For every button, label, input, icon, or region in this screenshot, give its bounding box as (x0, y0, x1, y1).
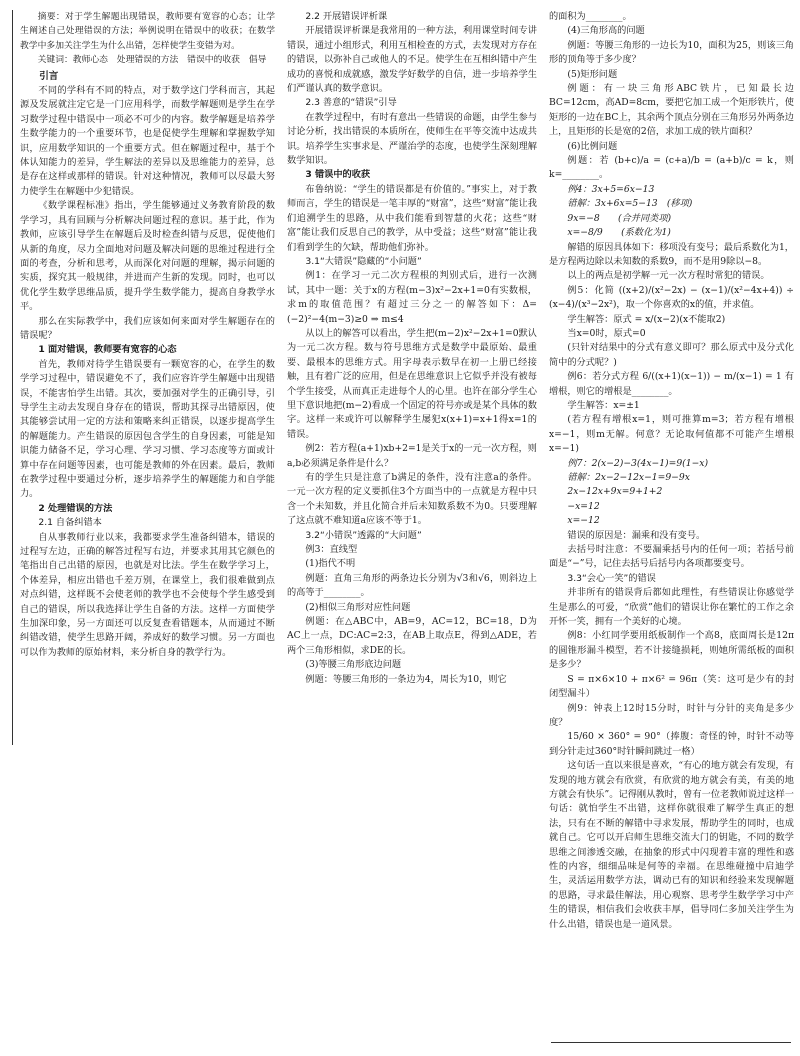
example-6: 例6：若分式方程 6/((x+1)(x−1)) − m/(x−1) = 1 有增根，则它的增根是________。 (549, 371, 794, 397)
paragraph: 当x=0时，原式=0 (567, 327, 646, 339)
paragraph: 解错的原因具体如下：移项没有变号；最后系数化为1，是方程两边除以未知数的系数9，而不是用9除以−8。 (549, 241, 794, 267)
paragraph: 去括号时注意：不要漏乘括号内的任何一项；若括号前面是“−”号，记住去括号后括号内各项都要变号。 (549, 544, 794, 570)
paragraph: 自从事教师行业以来，我都要求学生准备纠错本，错误的过程写左边，正确的解答过程写右边，并要求其用其它颜色的笔指出自己出错的原因，也就是对比法。学生在数学学习上，个体差异，相应出错也千差万别，在课堂上，我们很难做到点对点纠错，这样既不会使老师的教学也不会使每个学生感受到自己的错误，所以我选择让学生自备的方法。这样一方面使学生加深印象，另一方面还可以反复查看错题本，从而通过不断纠错改错，使学生思路开阔，养成好的数学习惯。另一方面也可以作为教师的原始材料，来分析自身的教学行为。 (20, 531, 275, 658)
example-2: 例2：若方程(a+1)xb+2=1是关于x的一元一次方程，则a,b必须满足条件是什么？ (287, 443, 537, 469)
example-text: 例题：等腰三角形的一条边为4，周长为10，则它 (305, 673, 507, 685)
equation-line: 例7：2(x−2)−3(4x−1)=9(1−x) (567, 457, 709, 469)
example-3-sub: (3)等腰三角形底边问题 (305, 659, 402, 671)
example-1: 例1：在学习一元二次方程根的判别式后，进行一次测试，其中一题：关于x的方程(m−3)x²−2x+1=0有实数根，求m的取值范围？有超过三分之一的解答如下：Δ=(−2)²−4(m−3)≥0 ⇒ m≤4 (287, 270, 537, 325)
equation-line: 9x=−8 (合并同类项) (567, 212, 672, 224)
paragraph: 布鲁纳说：“学生的错误都是有价值的。”事实上，对于教师而言，学生的错误是一笔丰厚的“财富”，这些“财富”能让我们追溯学生的思路，从中我们能看到智慧的火花；这些“财富”能让我们反思自己的教学，从中受益；这些“财富”能让我们看到学生的欠缺，帮助他们弥补。 (287, 183, 537, 253)
paragraph: 《数学课程标准》指出，学生能够通过义务教育阶段的数学学习，具有回顾与分析解决问题过程的意识。基于此，作为教师，应该引导学生在解题后及时检查纠错与反思，促使他们从新的角度，尽力全面地对问题及解决问题的思维过程进行全面的考查，分析和思考，从而深化对问题的理解，揭示问题的实质，探究其一般规律，并进而产生新的发现。同时，也可以优化学生数学思维品质，提升学生数学能力，提高自身教学水平。 (20, 200, 275, 313)
heading-section-2-2: 2.2 开展错误评析课 (305, 11, 388, 22)
heading-section-2-1: 2.1 自备纠错本 (38, 517, 102, 529)
paragraph: 15/60 × 360° = 90°（捧腹：奇怪的钟，时针不动等到分针走过360°时针瞬间跳过一格） (549, 731, 794, 757)
paragraph: 学生解答：x=±1 (567, 399, 640, 411)
end-rule (551, 1042, 791, 1043)
example-text: 例题：直角三角形的两条边长分别为√3和√6，则斜边上的高等于________。 (287, 572, 537, 599)
heading-section-2-3: 2.3 善意的“错误”引导 (305, 97, 397, 109)
example-text: 例题：有一块三角形ABC铁片，已知最长边BC=12cm，高AD=8cm，要把它加工成一个矩形铁片，使矩形的一边在BC上，其余两个顶点分别在三角形另外两条边上，且矩形的长是宽的2倍，求加工成的铁片面积？ (549, 83, 794, 138)
paragraph: 并非所有的错误背后都如此理性，有些错误让你感觉学生是那么的可爱，“欣赏”他们的错误让你在繁忙的工作之余开怀一笑，拥有一个美好的心境。 (549, 587, 794, 628)
paragraph: (若方程有增根x=1，则可推算m=3；若方程有增根x=−1，则m无解。何意？无论取何值都不可能产生增根x=−1) (549, 414, 794, 455)
heading-section-1: 1 面对错误，教师要有宽容的心态 (38, 344, 177, 356)
column-rule (12, 10, 13, 745)
equation-line: −x=12 (567, 500, 600, 512)
paper-page (6, 10, 794, 1050)
example-3-sub: (6)比例问题 (567, 140, 618, 152)
paragraph: 错误的原因是：漏乘和没有变号。 (567, 529, 706, 541)
abstract: 摘要：对于学生解题出现错误，教师要有宽容的心态；让学生阐述自己处理错误的方法；举例说明在错误中的收获；在数学教学中多加关注学生为什么出错，怎样使学生变错为对。 (20, 12, 275, 51)
heading-intro: 引言 (39, 70, 59, 82)
equation-line: 2x−12x+9x=9+1+2 (567, 486, 663, 498)
example-3-title: 例3：直线型 (305, 544, 358, 556)
equation-line: x=−12 (567, 515, 600, 527)
example-3-sub: (5)矩形问题 (567, 68, 618, 80)
example-3-sub: (2)相似三角形对应性问题 (305, 601, 411, 613)
example-5: 例5：化简 ((x+2)/(x²−2x) − (x−1)/(x²−4x+4)) ÷ (x−4)/(x³−2x²)，取一个你喜欢的x的值，并求值。 (549, 284, 794, 311)
example-text: 例题：在△ABC中，AB=9，AC=12，BC=18，D为AC上一点，DC:AC=2:3，在AB上取点E，得到△ADE，若两个三角形相似，求DE的长。 (287, 616, 537, 656)
column-middle (287, 10, 537, 1050)
paragraph: (只针对结果中的分式有意义即可？那么原式中及分式化简中的分式呢？) (549, 342, 794, 368)
paragraph: 这句话一直以来很是喜欢，“有心的地方就会有发现，有发现的地方就会有欣赏，有欣赏的地方就会有美，有美的地方就会有快乐”。记得刚从教时，曾有一位老教师说过这样一句话：就怕学生不出错，这样你就很难了解学生真正的想法，只有在不断的解错中寻求发展，帮助学生的同时，也成就自己。它可以开启师生思维交流大门的钥匙，不同的数学思维之间渗透交融，在抽象的形式中闪现着丰富的理性和惑性的内容，细细品味是何等的幸福。在思维碰撞中启迪学生，灵活运用数学方法，调动已有的知识和经验来发现解题的思路，寻求最佳解法，用心观察、思考学生数学学习中产生的错误，相信我们会收获丰厚，倡导同仁多加关注学生为什么出错，错误也是一道风景。 (549, 760, 794, 930)
heading-section-3: 3 错误中的收获 (305, 169, 371, 181)
paragraph-continued: 的面积为________。 (549, 11, 632, 22)
example-text: 例题：等腰三角形的一边长为10，面积为25，则该三角形的顶角等于多少度？ (549, 39, 794, 66)
paragraph: 不同的学科有不同的特点，对于数学这门学科而言，其起源及发展就注定它是一门应用科学，而数学解题则是学生在学习数学过程中错误中一项必不可少的内容。数学解题是培养学生数学能力的一个重要环节，也是促使学生理解和掌握数学知识，应用数学知识的一个重要方式。但在解题过程中，基于个体认知能力的差异，学生解法的差异以及思维能力的差异，总是存在这样或那样的错误。针对这种情况，教师可以尽最大努力使学生在解题中少犯错误。 (20, 85, 275, 197)
equation-line: 错解：3x+6x=5−13 (移项) (567, 198, 693, 210)
heading-section-3-1: 3.1“大错误”隐藏的“小问题” (305, 255, 422, 267)
paragraph: 那么在实际教学中，我们应该如何来面对学生解题存在的错误呢？ (20, 315, 275, 341)
equation-line: 例4：3x+5=6x−13 (567, 183, 655, 195)
example-3-sub: (4)三角形高的问题 (567, 25, 645, 37)
keywords: 关键词：教师心态 处理错误的方法 错误中的收获 倡导 (37, 55, 267, 66)
paragraph: 学生解答：原式 = x/(x−2)(x不能取2) (567, 313, 726, 325)
paragraph: 以上的两点是初学解一元一次方程时常犯的错误。 (567, 270, 770, 282)
paragraph: 在教学过程中，有时有意出一些错误的命题，由学生参与讨论分析，找出错误的本质所在，使师生在平等交流中达成共识。培养学生实事求是、严谨治学的态度，也使学生深刻理解数学知识。 (287, 111, 537, 167)
heading-section-2: 2 处理错误的方法 (38, 502, 113, 514)
paragraph: S = π×6×10 + π×6² = 96π（笑：这可是少有的封闭型漏斗） (549, 673, 794, 700)
paragraph: 从以上的解答可以看出，学生把(m−2)x²−2x+1=0默认为一元二次方程。数与符号思维方式是数学中最原始、最重要、最根本的思维方式。用字母表示数早在初一上册已经接触，且有着广泛的应用，但是在思维意识上它似乎并没有被每个学生接受，从而真正走进每个人的心里。也许在部分学生心里下意识地把(m−2)看成一个固定的符号亦或是某个具体的数字。这样一来或许可以解释学生屡犯x(x+1)=x+1得x=1的错误。 (287, 327, 537, 440)
paragraph: 开展错误评析课是我常用的一种方法，利用课堂时间专讲错误，通过小组形式，利用互相检查的方式，去发现对方存在的错误，以弥补自己或他人的不足。使学生在互相纠错中产生成功的喜悦和成就感，激发学好数学的自信，进一步培养学生们严谨认真的数学意识。 (287, 25, 537, 95)
paragraph: 有的学生只是注意了b满足的条件，没有注意a的条件。一元一次方程的定义要抓住3个方面当中的一点就是方程中只含一个未知数，并且化简合并后未知数系数不为0。只要理解了这点就不难知道a应该不等于1。 (287, 472, 537, 527)
column-left (20, 10, 275, 1050)
example-text: 例题：若 (b+c)/a = (c+a)/b = (a+b)/c = k，则 k=________。 (549, 155, 794, 181)
example-9: 例9：钟表上12时15分时，时针与分针的夹角是多少度？ (549, 702, 794, 728)
equation-line: x=−8/9 (系数化为1) (567, 227, 671, 239)
heading-section-3-3: 3.3“会心一笑”的错误 (567, 572, 656, 584)
equation-line: 错解：2x−2−12x−1=9−9x (567, 472, 690, 483)
heading-section-3-2: 3.2“小错误”透露的“大问题” (305, 529, 422, 541)
example-3-sub: (1)指代不明 (305, 558, 356, 570)
paragraph: 首先，教师对待学生错误要有一颗宽容的心，在学生的数学学习过程中，错误避免不了，我们应容许学生解题中出现错误，不能害怕学生出错。其次，要加强对学生的正确引导，引导学生主动去发现自身存在的错误，帮助其探寻出错原因，使其能够尝试用一定的方法和策略来纠正错误，以逐步提高学生的解题能力。产生错误的原因包含学生的自身因素，可能是知识能力储备不足，学习心理、学习习惯、学习态度等方面或计算中存在问题等因素，也可能是教师的外在因素。最后，教师在教学过程中要通过分析，逐步培养学生的解题能力和自学能力。 (20, 358, 275, 500)
example-8: 例8：小红同学要用纸板制作一个高8，底面周长是12π的圆锥形漏斗模型，若不计接缝损耗，则她所需纸板的面积是多少？ (549, 630, 794, 671)
column-right (549, 10, 794, 1050)
